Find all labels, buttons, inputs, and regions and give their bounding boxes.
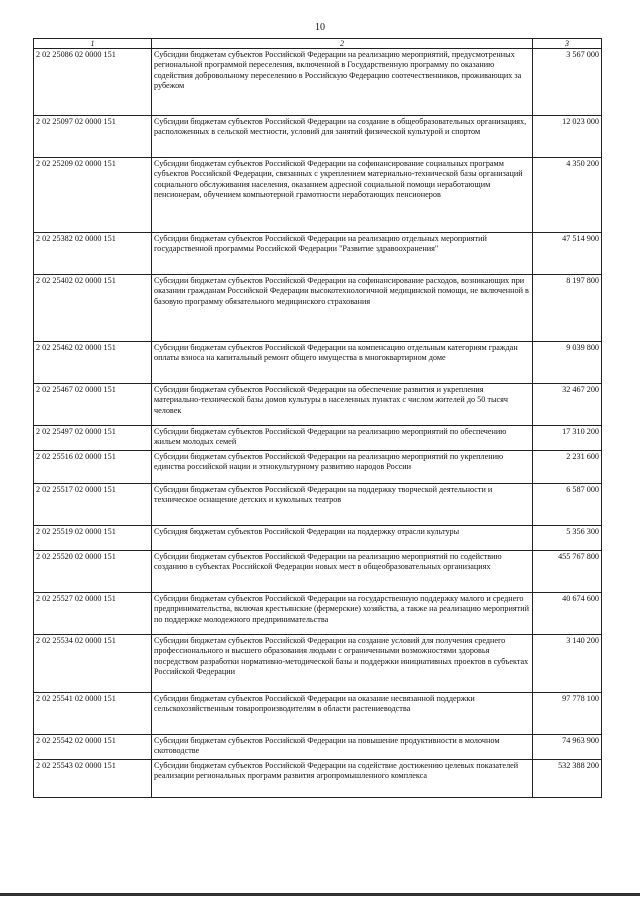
description-cell: Субсидии бюджетам субъектов Российской Федерации на реализацию мероприятий по содействию созданию в субъектах Российской Федерации новых мест в общеобразовательных организациях <box>152 551 533 593</box>
description-cell: Субсидии бюджетам субъектов Российской Федерации на софинансирование социальных программ субъектов Российской Федерации, связанных с укреплением материально-технической базы организаций социального обслуживания населения, оказанием адресной социальной помощи неработающим пенсионерам, обучением компьютерной грамотности неработающих пенсионеров <box>152 158 533 233</box>
table-row <box>34 49 602 116</box>
budget-code-cell: 2 02 25542 02 0000 151 <box>34 735 152 760</box>
description-cell: Субсидии бюджетам субъектов Российской Федерации на компенсацию отдельным категориям граждан оплаты взноса на капитальный ремонт общего имущества в многоквартирном доме <box>152 342 533 384</box>
amount-cell: 9 039 800 <box>533 342 602 384</box>
amount-cell: 8 197 800 <box>533 275 602 342</box>
header-col-1: 1 <box>34 39 152 49</box>
table-row <box>34 233 602 275</box>
budget-code-cell: 2 02 25527 02 0000 151 <box>34 593 152 635</box>
table-row <box>34 384 602 426</box>
amount-cell: 6 587 000 <box>533 484 602 526</box>
table-row <box>34 551 602 593</box>
amount-cell: 4 350 200 <box>533 158 602 233</box>
description-cell: Субсидии бюджетам субъектов Российской Федерации на государственную поддержку малого и среднего предпринимательства, включая крестьянские (фермерские) хозяйства, а также на реализацию мероприятий по поддержке молодежного предпринимательства <box>152 593 533 635</box>
amount-cell: 47 514 900 <box>533 233 602 275</box>
amount-cell: 5 356 300 <box>533 526 602 551</box>
budget-code-cell: 2 02 25497 02 0000 151 <box>34 426 152 451</box>
table-row <box>34 735 602 760</box>
amount-cell: 3 567 000 <box>533 49 602 116</box>
budget-code-cell: 2 02 25086 02 0000 151 <box>34 49 152 116</box>
table-row <box>34 275 602 342</box>
budget-code-cell: 2 02 25534 02 0000 151 <box>34 635 152 693</box>
description-cell: Субсидии бюджетам субъектов Российской Федерации на реализацию мероприятий по обеспечению жильем молодых семей <box>152 426 533 451</box>
table-row <box>34 158 602 233</box>
budget-code-cell: 2 02 25543 02 0000 151 <box>34 760 152 798</box>
amount-cell: 532 388 200 <box>533 760 602 798</box>
budget-code-cell: 2 02 25517 02 0000 151 <box>34 484 152 526</box>
header-col-2: 2 <box>152 39 533 49</box>
description-cell: Субсидии бюджетам субъектов Российской Федерации на создание в общеобразовательных организациях, расположенных в сельской местности, условий для занятий физической культурой и спортом <box>152 116 533 158</box>
table-row <box>34 484 602 526</box>
table-row <box>34 693 602 735</box>
table-row <box>34 526 602 551</box>
page-bottom-edge <box>0 893 640 896</box>
budget-code-cell: 2 02 25467 02 0000 151 <box>34 384 152 426</box>
description-cell: Субсидии бюджетам субъектов Российской Федерации на повышение продуктивности в молочном скотоводстве <box>152 735 533 760</box>
budget-code-cell: 2 02 25541 02 0000 151 <box>34 693 152 735</box>
description-cell: Субсидии бюджетам субъектов Российской Федерации на создание условий для получения среднего профессионального и высшего образования людьми с ограниченными возможностями здоровья посредством разработки нормативно-методической базы и поддержки инициативных проектов в субъектах Российской Федерации <box>152 635 533 693</box>
amount-cell: 17 310 200 <box>533 426 602 451</box>
budget-table <box>33 38 602 798</box>
table-row <box>34 760 602 798</box>
table-row <box>34 342 602 384</box>
amount-cell: 97 778 100 <box>533 693 602 735</box>
table-row <box>34 635 602 693</box>
budget-code-cell: 2 02 25516 02 0000 151 <box>34 451 152 484</box>
amount-cell: 32 467 200 <box>533 384 602 426</box>
amount-cell: 40 674 600 <box>533 593 602 635</box>
table-row <box>34 116 602 158</box>
amount-cell: 455 767 800 <box>533 551 602 593</box>
page-number: 10 <box>315 22 325 33</box>
budget-code-cell: 2 02 25097 02 0000 151 <box>34 116 152 158</box>
description-cell: Субсидии бюджетам субъектов Российской Федерации на софинансирование расходов, возникающих при оказании гражданам Российской Федерации высокотехнологичной медицинской помощи, не включенной в базовую программу обязательного медицинского страхования <box>152 275 533 342</box>
budget-code-cell: 2 02 25402 02 0000 151 <box>34 275 152 342</box>
budget-code-cell: 2 02 25382 02 0000 151 <box>34 233 152 275</box>
description-cell: Субсидии бюджетам субъектов Российской Федерации на реализацию мероприятий по укреплению единства российской нации и этнокультурному развитию народов России <box>152 451 533 484</box>
budget-code-cell: 2 02 25520 02 0000 151 <box>34 551 152 593</box>
budget-code-cell: 2 02 25462 02 0000 151 <box>34 342 152 384</box>
table-header-row <box>34 39 602 49</box>
table-row <box>34 593 602 635</box>
table-row <box>34 451 602 484</box>
budget-code-cell: 2 02 25519 02 0000 151 <box>34 526 152 551</box>
description-cell: Субсидии бюджетам субъектов Российской Федерации на содействие достижению целевых показателей реализации региональных программ развития агропромышленного комплекса <box>152 760 533 798</box>
budget-code-cell: 2 02 25209 02 0000 151 <box>34 158 152 233</box>
amount-cell: 2 231 600 <box>533 451 602 484</box>
description-cell: Субсидии бюджетам субъектов Российской Федерации на реализацию отдельных мероприятий государственной программы Российской Федерации "Развитие здравоохранения" <box>152 233 533 275</box>
description-cell: Субсидии бюджетам субъектов Российской Федерации на оказание несвязанной поддержки сельскохозяйственным товаропроизводителям в области растениеводства <box>152 693 533 735</box>
amount-cell: 74 963 900 <box>533 735 602 760</box>
amount-cell: 12 023 000 <box>533 116 602 158</box>
amount-cell: 3 140 200 <box>533 635 602 693</box>
header-col-3: 3 <box>533 39 602 49</box>
description-cell: Субсидии бюджетам субъектов Российской Федерации на реализацию мероприятий, предусмотренных региональной программой переселения, включенной в Государственную программу по оказанию содействия добровольному переселению в Российскую Федерацию соотечественников, проживающих за рубежом <box>152 49 533 116</box>
description-cell: Субсидии бюджетам субъектов Российской Федерации на обеспечение развития и укрепления материально-технической базы домов культуры в населенных пунктах с числом жителей до 50 тысяч человек <box>152 384 533 426</box>
description-cell: Субсидии бюджетам субъектов Российской Федерации на поддержку творческой деятельности и техническое оснащение детских и кукольных театров <box>152 484 533 526</box>
description-cell: Субсидия бюджетам субъектов Российской Федерации на поддержку отрасли культуры <box>152 526 533 551</box>
table-row <box>34 426 602 451</box>
